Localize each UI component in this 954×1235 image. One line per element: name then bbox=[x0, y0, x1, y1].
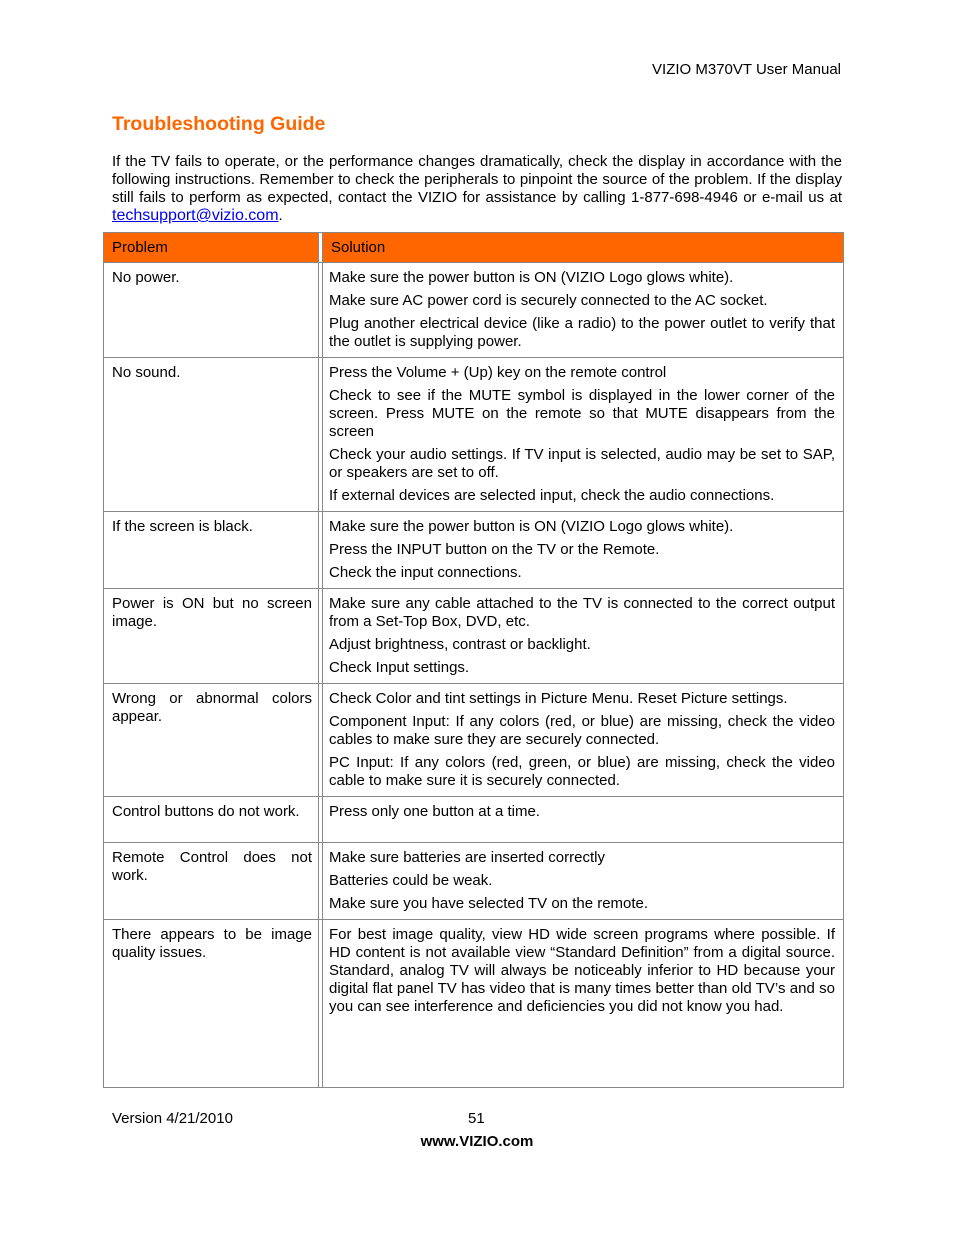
solution-line: Check your audio settings. If TV input is selected, audio may be set to SAP, or speakers are set to off. bbox=[329, 446, 835, 481]
intro-text: If the TV fails to operate, or the performance changes dramatically, check the display in accordance with the following instructions. Remember to check the peripherals to pinpoint the source of the problem. If the display still fails to perform as expected, contact the VIZIO for assistance by calling 1-877-698-4946 or e-mail us at bbox=[112, 153, 842, 206]
solution-line: Component Input: If any colors (red, or blue) are missing, check the video cables to make sure they are securely connected. bbox=[329, 713, 835, 748]
solution-line: Press only one button at a time. bbox=[329, 803, 540, 820]
solution-line: Make sure the power button is ON (VIZIO Logo glows white). bbox=[329, 269, 734, 286]
solution-line: Make sure the power button is ON (VIZIO Logo glows white). bbox=[329, 518, 734, 535]
solution-line: Check the input connections. bbox=[329, 564, 522, 581]
table-row bbox=[104, 797, 844, 843]
solution-line: If external devices are selected input, check the audio connections. bbox=[329, 487, 775, 504]
solution-line: Check to see if the MUTE symbol is displayed in the lower corner of the screen. Press MUTE on the remote so that MUTE disappears from the screen bbox=[329, 387, 835, 440]
solution-cell bbox=[323, 684, 844, 797]
table-row bbox=[104, 589, 844, 684]
solution-cell bbox=[323, 843, 844, 920]
table-row bbox=[104, 684, 844, 797]
problem-cell: No power. bbox=[104, 263, 319, 358]
problem-cell: If the screen is black. bbox=[104, 512, 319, 589]
table-row bbox=[104, 843, 844, 920]
solution-line: Batteries could be weak. bbox=[329, 872, 493, 889]
solution-line: Make sure batteries are inserted correctly bbox=[329, 849, 605, 866]
solution-column-header: Solution bbox=[323, 233, 844, 263]
solution-line: Plug another electrical device (like a radio) to the power outlet to verify that the outlet is supplying power. bbox=[329, 315, 835, 350]
solution-cell bbox=[323, 358, 844, 512]
solution-cell bbox=[323, 797, 844, 843]
table-row bbox=[104, 512, 844, 589]
table-row bbox=[104, 920, 844, 1088]
solution-line: Make sure any cable attached to the TV is connected to the correct output from a Set-Top Box, DVD, etc. bbox=[329, 595, 835, 630]
solution-cell bbox=[323, 512, 844, 589]
solution-line: Check Input settings. bbox=[329, 659, 470, 676]
solution-line: Press the Volume + (Up) key on the remote control bbox=[329, 364, 667, 381]
solution-cell bbox=[323, 920, 844, 1088]
table-row bbox=[104, 263, 844, 358]
problem-cell: Remote Control does not work. bbox=[104, 843, 319, 920]
intro-end: . bbox=[278, 207, 283, 224]
support-email-link[interactable]: techsupport@vizio.com bbox=[112, 207, 279, 224]
solution-cell bbox=[323, 589, 844, 684]
solution-line: Make sure AC power cord is securely connected to the AC socket. bbox=[329, 292, 768, 309]
solution-line: Press the INPUT button on the TV or the Remote. bbox=[329, 541, 660, 558]
section-title: Troubleshooting Guide bbox=[112, 113, 326, 135]
solution-line: Make sure you have selected TV on the remote. bbox=[329, 895, 649, 912]
footer-page-number: 51 bbox=[468, 1110, 485, 1127]
problem-cell: Control buttons do not work. bbox=[104, 797, 319, 843]
solution-cell bbox=[323, 263, 844, 358]
solution-line: For best image quality, view HD wide screen programs where possible. If HD content is not available view “Standard Definition” from a digital source. Standard, analog TV will always be noticeably inferior to HD because your digital flat panel TV has video that is many times better than old TV’s and so you can see interference and deficiencies you did not know you had. bbox=[329, 926, 835, 1015]
intro-paragraph bbox=[112, 153, 842, 225]
solution-line: Adjust brightness, contrast or backlight. bbox=[329, 636, 591, 653]
troubleshooting-table bbox=[103, 232, 844, 1088]
problem-cell: No sound. bbox=[104, 358, 319, 512]
problem-column-header: Problem bbox=[104, 233, 319, 263]
problem-cell: There appears to be image quality issues. bbox=[104, 920, 319, 1088]
table-row bbox=[104, 358, 844, 512]
footer-version: Version 4/21/2010 bbox=[112, 1110, 233, 1127]
footer-url: www.VIZIO.com bbox=[420, 1133, 534, 1150]
table-header-row bbox=[104, 233, 844, 263]
solution-line: PC Input: If any colors (red, green, or blue) are missing, check the video cable to make sure it is securely connected. bbox=[329, 754, 835, 789]
solution-line: Check Color and tint settings in Picture Menu. Reset Picture settings. bbox=[329, 690, 788, 707]
problem-cell: Power is ON but no screen image. bbox=[104, 589, 319, 684]
problem-cell: Wrong or abnormal colors appear. bbox=[104, 684, 319, 797]
document-header-title: VIZIO M370VT User Manual bbox=[652, 61, 841, 78]
